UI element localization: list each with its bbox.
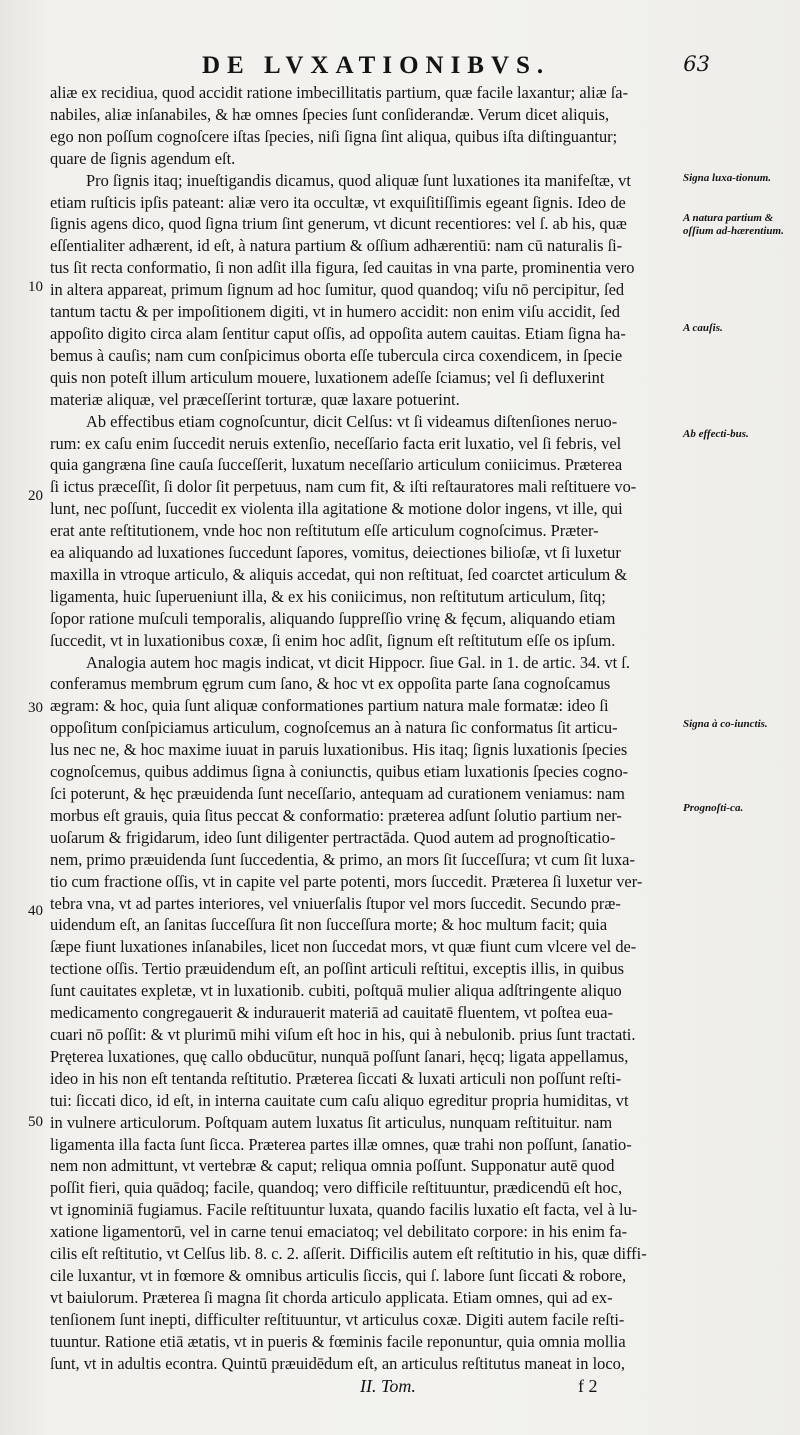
signature-mark: f 2: [578, 1376, 598, 1396]
text-line: ægram: & hoc, quia ſunt aliquæ conformationes partium natura male formatæ: ideo ſi: [50, 696, 609, 716]
text-line: ſi ictus præceſſit, ſi dolor ſit perpetuus, nam cum fit, & iſti reſtauratores mali reſtituere vo-: [50, 477, 637, 497]
page-number: 63: [683, 52, 710, 76]
text-line: tio cum fractione oſſis, vt in capite vel parte potenti, mors ſuccedit. Præterea ſi luxetur ver-: [50, 871, 643, 891]
text-line: uoſarum & frigidarum, ideo ſunt diligenter pertractāda. Quod autem ad prognoſticatio-: [50, 827, 616, 847]
text-line: ſignis agens dico, quod ſigna trium ſint generum, vt dicunt recentiores: vel ſ. ab his, quæ: [50, 214, 627, 234]
text-line: Analogia autem hoc magis indicat, vt dicit Hippocr. ſiue Gal. in 1. de artic. 34. vt ſ.: [86, 652, 630, 672]
text-line: vt ignominiā fugiamus. Facile reſtituuntur luxata, quando facilis luxatio eſt facta, vel à lu-: [50, 1200, 638, 1220]
text-line: ego non poſſum cognoſcere iſtas ſpecies, niſi ſigna ſint aliqua, quibus iſta diſtinguantur;: [50, 126, 618, 146]
text-line: quia gangræna ſine cauſa ſucceſſerit, luxatum neceſſario articulum coniicimus. Præterea: [50, 455, 623, 475]
line-number: 30: [28, 700, 43, 716]
text-line: tebra vna, vt ad partes interiores, vel vniuerſalis ſtupor vel mors ſuccedit. Secundo præ-: [50, 893, 621, 913]
page-footer: [0, 1376, 800, 1404]
text-line: appoſito digito circa alam ſentitur caput oſſis, ad oppoſita autem cauitas. Etiam ſigna ha-: [50, 323, 626, 343]
text-line: rum: ex caſu enim ſuccedit neruis extenſio, neceſſario facta erit luxatio, vel ſi febris, vel: [50, 433, 622, 453]
text-line: tus ſit recta conformatio, ſi non adſit illa figura, ſed cauitas in vna parte, prominentia vero: [50, 258, 635, 278]
text-line: oppoſitum conſpiciamus articulum, cognoſcemus an à natura ſic conformatus ſit articu-: [50, 718, 618, 738]
margin-note: Signa luxa-tionum.: [683, 172, 772, 184]
text-line: poſſit fieri, quia quādoq; facile, quandoq; vero difficile reſtituuntur, prædicendū eſt hoc,: [50, 1178, 623, 1198]
text-line: quis non poteſt illum articulum mouere, luxationem adeſſe ſciamus; vel ſi defluxerint: [50, 367, 605, 387]
text-line: eſſentialiter adhærent, id eſt, à natura partium & oſſium adhærentiū: nam cū naturalis ſi-: [50, 236, 623, 256]
text-line: in altera appareat, primum ſignum ad hoc ſumitur, quod quandoq; viſu nō percipitur, ſed: [50, 280, 625, 300]
text-line: Pręterea luxationes, quę callo obducūtur, nunquā poſſunt ſanari, hęcq; ligata appellamus,: [50, 1046, 629, 1066]
text-line: cognoſcemus, quibus addimus ſigna à coniunctis, quibus etiam luxationis ſpecies cogno-: [50, 762, 629, 782]
text-line: conferamus membrum ęgrum cum ſano, & hoc vt ex oppoſita parte ſana cognoſcamus: [50, 674, 611, 694]
text-line: cile luxantur, vt in fœmore & omnibus articulis ſiccis, qui ſ. labore ſunt ſiccati & robore,: [50, 1265, 627, 1285]
text-line: nabiles, aliæ inſanabiles, & hæ omnes ſpecies ſunt conſiderandæ. Verum dicet aliquis,: [50, 104, 610, 124]
running-title: DE LVXATIONIBVS.: [202, 52, 551, 79]
text-line: ſæpe fiunt luxationes inſanabiles, licet non ſuccedat mors, vt quæ fiunt cum vlcere vel de-: [50, 937, 637, 957]
text-line: tantum tactu & per impoſitionem digiti, vt in humero accidit: non enim viſu accidit, ſed: [50, 302, 620, 322]
margin-note: Signa à co-iunctis.: [683, 718, 768, 730]
text-line: Pro ſignis itaq; inueſtigandis dicamus, quod aliquæ ſunt luxationes ita manifeſtæ, vt: [86, 170, 631, 190]
text-line: vt baiulorum. Præterea ſi magna ſit chorda articulo applicata. Etiam omnes, qui ad ex-: [50, 1287, 613, 1307]
paragraph: [50, 170, 680, 411]
text-line: ſopor ratione muſculi temporalis, aliquando ſuppreſſio vrinę & fęcum, aliquando etiam: [50, 608, 616, 628]
text-line: Ab effectibus etiam cognoſcuntur, dicit Celſus: vt ſi videamus diſtenſiones neruo-: [86, 411, 618, 431]
line-number: 50: [28, 1114, 43, 1130]
text-line: erat ante reſtitutionem, vnde hoc non reſtitutum eſſe articulum cognoſcimus. Præter-: [50, 521, 599, 541]
text-line: aliæ ex recidiua, quod accidit ratione imbecillitatis partium, quæ facile laxantur; aliæ ſa-: [50, 83, 629, 102]
text-line: etiam ruſticis ipſis pateant: aliæ vero ita occultæ, vt exquiſitiſſimis egeant ſignis. Ideo de: [50, 192, 626, 212]
line-number: 10: [28, 279, 43, 295]
margin-note: A natura partium & oſſium ad-hærentium.: [683, 212, 784, 237]
text-line: lunt, nec poſſunt, ſuccedit ex violenta illa agitatione & motione dolor ingens, vt ille, qui: [50, 499, 623, 519]
text-line: materiæ aliquæ, vel præceſſerint torturæ, quæ laxare potuerint.: [50, 389, 460, 409]
text-line: nem, primo præuidenda ſunt ſuccedentia, & primo, an mors ſit ſucceſſura; vt cum ſit luxa-: [50, 849, 635, 869]
text-line: morbus eſt grauis, quia ſitus peccat & conformatio: præterea adſunt ſolutio partium ner-: [50, 805, 622, 825]
text-line: bemus à cauſis; nam cum conſpicimus oborta eſſe tubercula circa coxendicem, in ſpecie: [50, 345, 623, 365]
paragraph: [50, 82, 680, 170]
text-line: ea aliquando ad luxationes ſuccedunt ſapores, vomitus, deiectiones bilioſæ, vt ſi luxetur: [50, 543, 621, 563]
line-number: 20: [28, 488, 43, 504]
text-line: ſci poterunt, & hęc præuidenda ſunt neceſſario, antequam ad curationem veniamus: nam: [50, 784, 625, 803]
paragraph: [50, 652, 680, 1375]
line-number: 40: [28, 903, 43, 919]
text-line: cilis eſt reſtitutio, vt Celſus lib. 8. c. 2. aſſerit. Difficilis autem eſt reſtitutio in his, quæ diffi-: [50, 1244, 647, 1264]
text-line: lus nec ne, & hoc maxime iuuat in paruis luxationibus. His itaq; ſignis luxationis ſpecies: [50, 740, 628, 760]
volume-label: II. Tom.: [360, 1376, 416, 1396]
margin-note: Prognoſti-ca.: [683, 802, 744, 814]
text-line: uidendum eſt, an ſanitas ſucceſſura ſit non ſucceſſura morte; & hoc multum facit; quia: [50, 915, 608, 935]
text-line: tectione oſſis. Tertio præuidendum eſt, an poſſint articuli reſtitui, exceptis illis, in quibus: [50, 959, 624, 979]
text-line: ſunt, vt in adultis econtra. Quintū præuidēdum eſt, an articulus reſtitutus maneat in loco,: [50, 1353, 625, 1373]
text-line: cuari nō poſſit: & vt plurimū mihi viſum eſt hoc in his, qui à nebulonib. prius ſunt tractati.: [50, 1024, 636, 1044]
text-line: tui: ſiccati dico, id eſt, in interna cauitate cum caſu aliquo egreditur propria humiditas, vt: [50, 1090, 629, 1110]
text-line: in vulnere articulorum. Poſtquam autem luxatus ſit articulus, nunquam reſtituitur. nam: [50, 1112, 613, 1132]
text-line: tuuntur. Ratione etiā ætatis, vt in pueris & fœminis facile reponuntur, quia omnia mollia: [50, 1331, 626, 1351]
text-line: ligamenta, huic ſuperueniunt illa, & ex his coniicimus, non reſtitutum articulum, ſitq;: [50, 586, 606, 606]
text-line: ligamenta illa facta ſunt ſicca. Præterea partes illæ omnes, quæ trahi non poſſunt, ſanatio-: [50, 1134, 632, 1154]
text-line: maxilla in vtroque articulo, & aliquis accedat, qui non reſtituat, ſed coarctet articulum &: [50, 564, 628, 584]
text-line: tenſionem ſunt inepti, difficulter reſtituuntur, vt articulus coxæ. Digiti autem facile reſti-: [50, 1309, 625, 1329]
text-line: quare de ſignis agendum eſt.: [50, 148, 236, 168]
margin-note: Ab effecti-bus.: [683, 428, 749, 440]
paragraph: [50, 411, 680, 652]
text-line: xatione ligamentorū, vel in carne tenui emaciatoq; vel debilitato corpore: in his enim fa-: [50, 1222, 628, 1242]
page-header: [190, 52, 780, 82]
margin-note: A cauſis.: [683, 322, 723, 334]
text-line: medicamento congregauerit & indurauerit materiā ad cauitatē fluentem, vt poſtea eua-: [50, 1003, 613, 1023]
body-text: [50, 82, 680, 1374]
text-line: nem non admittunt, vt vertebræ & caput; reliqua omnia poſſunt. Supponatur autē quod: [50, 1156, 615, 1176]
text-line: ideo in his non eſt tentanda reſtitutio. Præterea ſiccati & luxati articuli non poſſunt reſti-: [50, 1068, 622, 1088]
text-line: ſunt cauitates expletæ, vt in luxationib. cubiti, poſtquā mulier aliqua adſtringente aliquo: [50, 981, 622, 1001]
text-line: ſuccedit, vt in luxationibus coxæ, ſi enim hoc adſit, ſignum eſt reſtitutum eſſe os ipſum.: [50, 630, 616, 650]
